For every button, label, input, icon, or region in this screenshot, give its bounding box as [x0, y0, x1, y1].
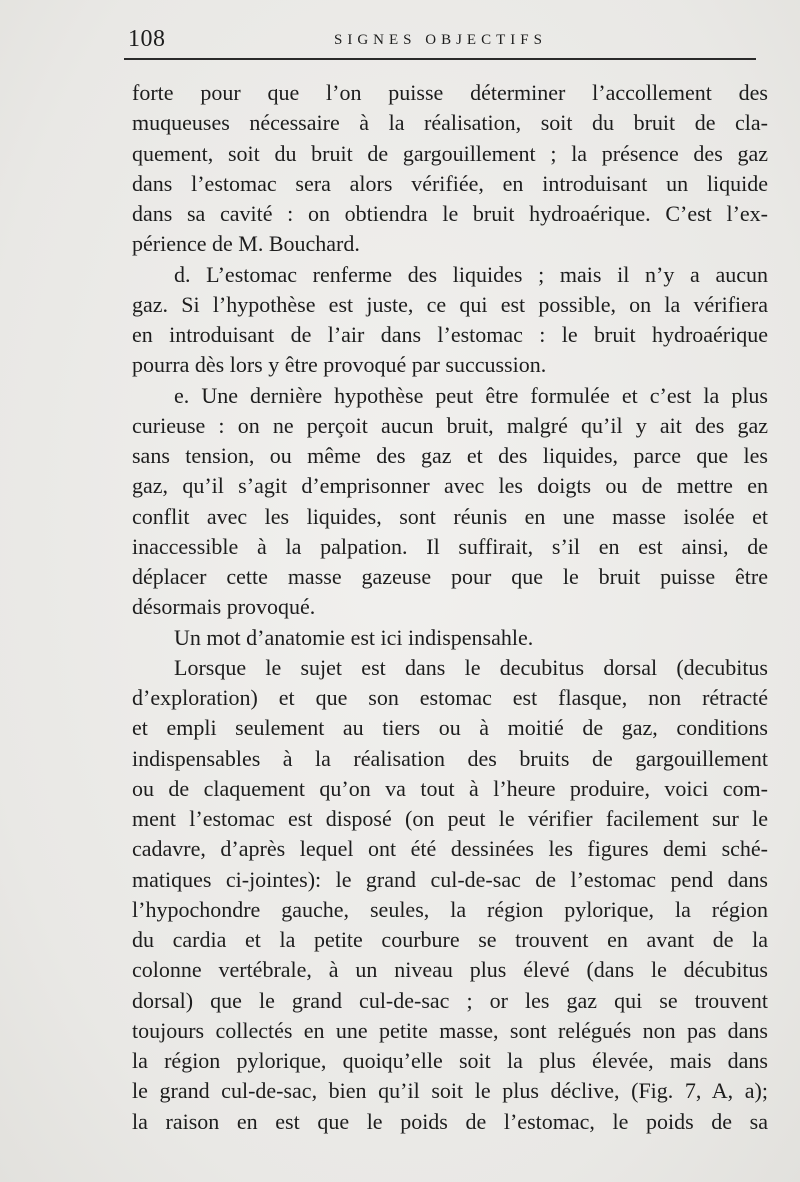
paragraph-anatomy	[132, 653, 768, 1137]
text-line: en introduisant de l’air dans l’estomac : le bruit hydroaérique	[132, 322, 768, 347]
text-line: colonne vertébrale, à un niveau plus élevé (dans le décubitus	[132, 957, 768, 983]
text-line: d. L’estomac renferme des liquides ; mais il n’y a aucun	[174, 261, 768, 287]
text-line: e. Une dernière hypothèse peut être formulée et c’est la plus	[174, 382, 768, 408]
text-line: matiques ci-jointes): le grand cul-de-sac de l’estomac pend dans	[132, 866, 768, 892]
text-line: Lorsque le sujet est dans le decubitus dorsal (decubitus	[174, 654, 768, 680]
text-line: inaccessible à la palpation. Il suffirait, s’il en est ainsi, de	[132, 533, 768, 559]
text-line: la raison en est que le poids de l’estomac, le poids de sa	[132, 1108, 768, 1134]
body-text	[132, 78, 768, 1137]
text-line: la région pylorique, quoiqu’elle soit la plus élevée, mais dans	[132, 1048, 768, 1073]
header-rule	[124, 58, 756, 60]
page-number: 108	[128, 26, 166, 52]
paragraph-continuation	[132, 78, 768, 260]
text-line: le grand cul-de-sac, bien qu’il soit le plus déclive, (Fig. 7, A, a);	[132, 1078, 768, 1104]
text-line: cadavre, d’après lequel ont été dessinées les figures demi sché-	[132, 836, 768, 862]
text-line: d’exploration) et que son estomac est flasque, non rétracté	[132, 685, 768, 710]
text-line: toujours collectés en une petite masse, sont relégués non pas dans	[132, 1017, 768, 1043]
text-line: désormais provoqué.	[132, 594, 316, 620]
text-line: curieuse : on ne perçoit aucun bruit, malgré qu’il y ait des gaz	[132, 412, 768, 438]
text-line: dorsal) que le grand cul-de-sac ; or les gaz qui se trouvent	[132, 987, 768, 1013]
text-line: pourra dès lors y être provoqué par succussion.	[132, 352, 547, 378]
paragraph-e	[132, 381, 768, 623]
text-line: dans sa cavité : on obtiendra le bruit hydroaérique. C’est l’ex-	[132, 201, 768, 226]
text-line: gaz, qu’il s’agit d’emprisonner avec les doigts ou de mettre en	[132, 473, 768, 499]
text-line: périence de M. Bouchard.	[132, 231, 360, 257]
paragraph-d	[132, 260, 768, 381]
running-title: SIGNES OBJECTIFS	[334, 32, 547, 48]
text-line: ment l’estomac est disposé (on peut le vérifier facilement sur le	[132, 806, 768, 831]
text-line: l’hypochondre gauche, seules, la région pylorique, la région	[132, 896, 768, 922]
text-line: forte pour que l’on puisse déterminer l’accollement des	[132, 80, 768, 105]
text-line: dans l’estomac sera alors vérifiée, en introduisant un liquide	[132, 170, 768, 196]
text-line: sans tension, ou même des gaz et des liquides, parce que les	[132, 443, 768, 468]
text-line: du cardia et la petite courbure se trouvent en avant de la	[132, 927, 768, 952]
text-line: déplacer cette masse gazeuse pour que le bruit puisse être	[132, 564, 768, 589]
text-line: et empli seulement au tiers ou à moitié de gaz, conditions	[132, 715, 768, 741]
text-line: gaz. Si l’hypothèse est juste, ce qui est possible, on la vérifiera	[132, 291, 768, 317]
text-line: indispensables à la réalisation des bruits de gargouillement	[132, 745, 768, 771]
text-line: quement, soit du bruit de gargouillement ; la présence des gaz	[132, 140, 768, 166]
text-line: muqueuses nécessaire à la réalisation, soit du bruit de cla-	[132, 110, 768, 136]
page-header	[124, 24, 760, 58]
text-line: ou de claquement qu’on va tout à l’heure produire, voici com-	[132, 775, 768, 801]
text-line: conflit avec les liquides, sont réunis en une masse isolée et	[132, 503, 768, 529]
text-line: Un mot d’anatomie est ici indispensahle.	[174, 624, 534, 650]
paragraph-anatomy-intro	[132, 623, 768, 653]
